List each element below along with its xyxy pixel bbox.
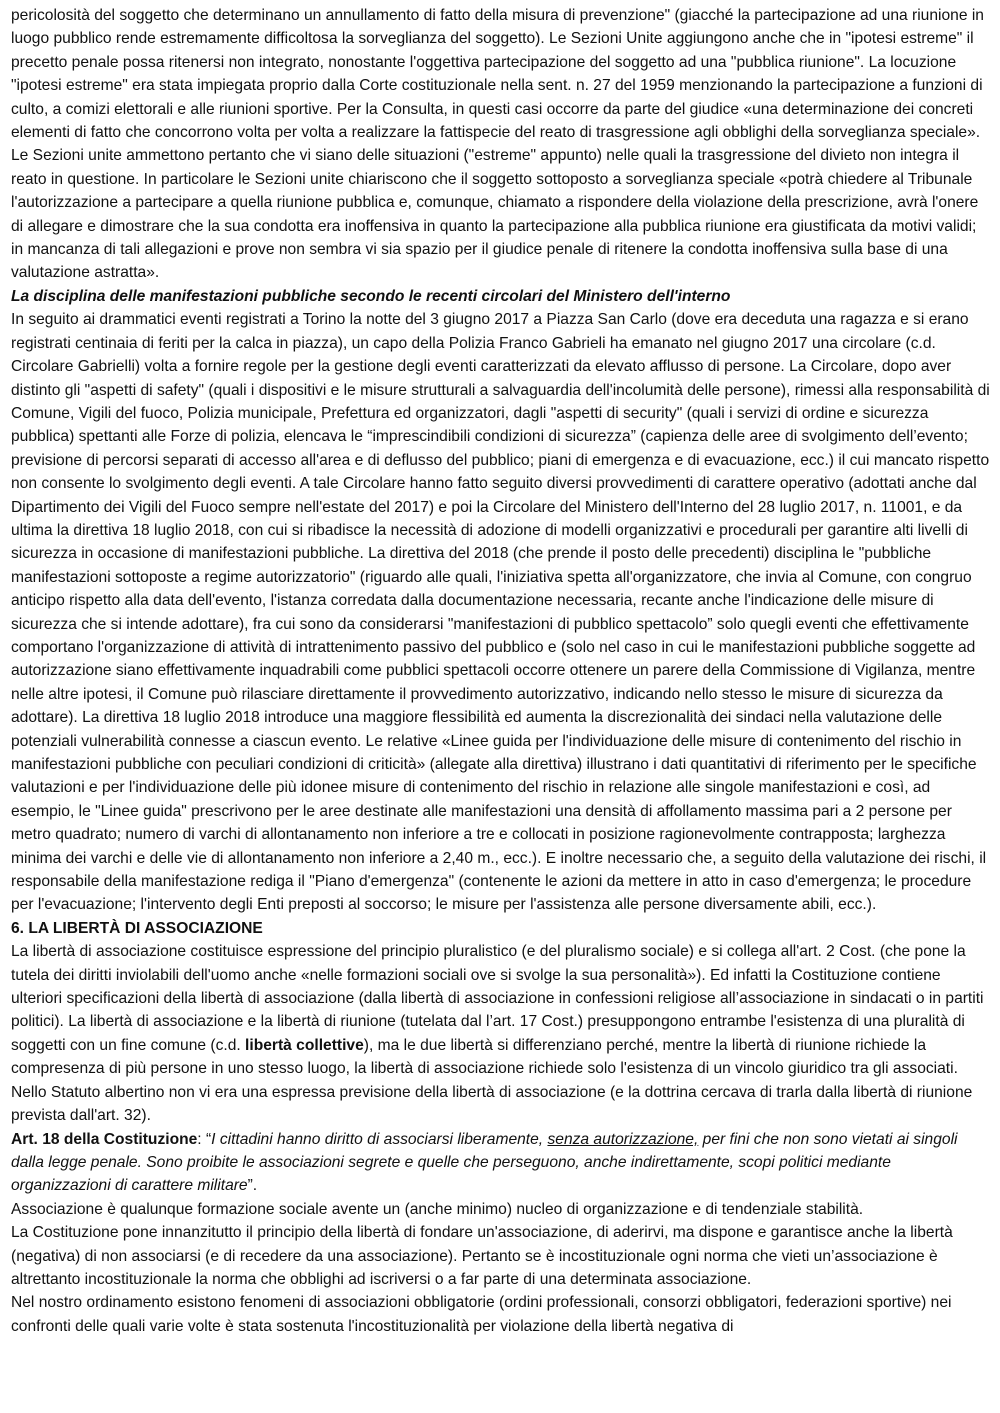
bold-term-liberta-collettive: libertà collettive xyxy=(245,1036,364,1054)
paragraph-text: La libertà di associazione costituisce espressione del principio pluralistico (e del pluralismo sociale) e si collega all'art. 2 Cost. (che pone la tutela dei diritti inviolabili dell'uomo anche «nelle formazioni sociali ove si svolge la sua personalità»). Ed infatti la Costituzione contiene ulteriori specificazioni della libertà di associazione (dalla libertà di associazione in confessioni religiose all’associazione in sindacati o in partiti politici). La libertà di associazione e la libertà di riunione (tutelata dal l’art. 17 Cost.) presuppongono entrambe l'esistenza di una pluralità di soggetti con un fine comune (c.d. xyxy=(11,943,984,1054)
art-18-quote: I cittadini hanno diritto di associarsi liberamente, xyxy=(211,1130,548,1148)
art-18-colon: : “ xyxy=(197,1130,212,1148)
art-18-quote-cont: per fini che non sono vietati ai singoli dalla legge penale. Sono proibite le associazioni segrete e quelle che perseguono, anche indirettamente, scopi politici mediante organizzazioni di carattere militare xyxy=(11,1130,958,1195)
art-18-end: ”. xyxy=(247,1177,258,1195)
art-18-label: Art xyxy=(11,1130,34,1148)
paragraph-circolare-gabrielli: In seguito ai drammatici eventi registrati a Torino la notte del 3 giugno 2017 a Piazza San Carlo (dove era deceduta una ragazza e si erano registrati centinaia di feriti per la calca in piazza), un capo della Polizia Franco Gabrieli ha emanato nel giugno 2017 una circolare (c.d. Circolare Gabrielli) volta a fornire regole per la gestione degli eventi caratterizzati da elevato afflusso di persone. La Circolare, dopo aver distinto gli "aspetti di safety" (quali i dispositivi e le misure strutturali a salvaguardia dell'incolumità delle persone), rimessi alla responsabilità di Comune, Vigili del fuoco, Polizia municipale, Prefettura ed organizzatori, dagli "aspetti di security" (quali i servizi di ordine e sicurezza pubblica) spettanti alle Forze di polizia, elencava le “imprescindibili condizioni di sicurezza” (capienza delle aree di svolgimento dell’evento; previsione di percorsi separati di accesso all'area e di deflusso del pubblico; piani di emergenza e di evacuazione, ecc.) il cui mancato rispetto non consente lo svolgimento degli eventi. A tale Circolare hanno fatto seguito diversi provvedimenti di carattere operativo (adottati anche dal Dipartimento dei Vigili del Fuoco sempre nell'estate del 2017) e poi la Circolare del Ministero dell'Interno del 28 luglio 2017, n. 11001, e da ultima la direttiva 18 luglio 2018, con cui si ribadisce la necessità di adozione di modelli organizzativi e procedurali per garantire alti livelli di sicurezza in occasione di manifestazioni pubbliche. La direttiva del 2018 (che prende il posto delle precedenti) disciplina le "pubbliche manifestazioni sottoposte a regime autorizzatorio" (riguardo alle quali, l'iniziativa spetta all'organizzatore, che invia al Comune, con congruo anticipo rispetto alla data dell'evento, l'istanza corredata dalla documentazione necessaria, recante anche l'indicazione delle misure di sicurezza che si intende adottare), fra cui sono da considerarsi "manifestazioni di pubblico spettacolo” solo quegli eventi che effettivamente comportano l'organizzazione di attività di intrattenimento passivo del pubblico e (solo nel caso in cui le manifestazioni pubbliche soggette ad autorizzazione siano effettivamente inquadrabili come pubblici spettacoli occorre ottenere un parere della Commissione di Vigilanza, mentre nelle altre ipotesi, il Comune può rilasciare direttamente il provvedimento autorizzativo, indicando nello stesso le misure di sicurezza da adottare). La direttiva 18 luglio 2018 introduce una maggiore flessibilità ed aumenta la discrezionalità dei sindaci nella valutazione delle potenziali vulnerabilità connesse a ciascun evento. Le relative «Linee guida per l'individuazione delle misure di contenimento del rischio in manifestazioni pubbliche con peculiari condizioni di criticità» (allegate alla direttiva) illustrano i dati quantitativi di riferimento per le specifiche valutazioni e per l'individuazione delle più idonee misure di contenimento del rischio in relazione alle singole manifestazioni e così, ad esempio, le "Linee guida" prescrivono per le aree destinate alle manifestazioni una densità di affollamento massima pari a 2 persone per metro quadrato; numero di varchi di allontanamento non inferiore a tre e collocati in posizione ragionevolmente contrapposta; larghezza minima dei varchi e delle vie di allontanamento non inferiore a 2,40 m., ecc.). E inoltre necessario che, a seguito della valutazione dei rischi, il responsabile della manifestazione rediga il "Piano d'emergenza" (contenente le azioni da mettere in atto in caso d'emergenza; le procedure per l'evacuazione; l'intervento degli Enti preposti al soccorso; le misure per l'assistenza alle persone diversamente abili, ecc.). xyxy=(11,311,990,914)
paragraph-associazioni-obbligatorie: Nel nostro ordinamento esistono fenomeni di associazioni obbligatorie (ordini professionali, consorzi obbligatori, federazioni sportive) nei confronti delle quali varie volte è stata sostenuta l'incostituzionalità per violazione della libertà negativa di xyxy=(11,1294,952,1335)
heading-disciplina-manifestazioni: La disciplina delle manifestazioni pubbliche secondo le recenti circolari del Ministero dell'interno xyxy=(11,287,731,305)
paragraph-art-18 xyxy=(11,1128,991,1198)
heading-section-6: 6. LA LIBERTÀ DI ASSOCIAZIONE xyxy=(11,919,263,937)
paragraph-liberta-associazione xyxy=(11,940,991,1127)
paragraph-liberta-negativa: La Costituzione pone innanzitutto il principio della libertà di fondare un'associazione, di aderirvi, ma dispone e garantisce anche la libertà (negativa) di non associarsi (e di recedere da una associazione). Pertanto se è incostituzionale ogni norma che vieti un’associazione è altrettanto incostituzionale la norma che obblighi ad iscriversi o a far parte di una determinata associazione. xyxy=(11,1224,953,1288)
art-18-underlined: senza autorizzazione, xyxy=(547,1130,699,1148)
paragraph-text: ), ma le due libertà si differenziano perché, mentre la libertà di riunione richiede la compresenza di più persone in uno stesso luogo, la libertà di associazione richiede solo l'esistenza di un vincolo giuridico tra gli associati. Nello Statuto albertino non vi era una espressa previsione della libertà di associazione (e la dottrina cercava di trarla dalla libertà di riunione prevista dall'art. 32). xyxy=(11,1036,973,1125)
paragraph-definizione-associazione: Associazione è qualunque formazione sociale avente un (anche minimo) nucleo di organizzazione e di tendenziale stabilità. xyxy=(11,1200,864,1218)
paragraph-sorveglianza-speciale: pericolosità del soggetto che determinano un annullamento di fatto della misura di prevenzione" (giacché la partecipazione ad una riunione in luogo pubblico rende estremamente difficoltosa la sorveglianza del soggetto). Le Sezioni Unite aggiungono anche che in "ipotesi estreme" il precetto penale possa ritenersi non integrato, nonostante l'oggettiva partecipazione del soggetto ad una "pubblica riunione". La locuzione "ipotesi estreme" era stata impiegata proprio dalla Corte costituzionale nella sent. n. 27 del 1959 menzionando la partecipazione a funzioni di culto, a comizi elettorali e alle riunioni sportive. Per la Consulta, in questi casi occorre da parte del giudice «una determinazione dei concreti elementi di fatto che concorrono volta per volta a realizzare la fattispecie del reato di trasgressione agli obblighi della sorveglianza speciale». Le Sezioni unite ammettono pertanto che vi siano delle situazioni ("estreme" appunto) nelle quali la trasgressione del divieto non integra il reato in questione. In particolare le Sezioni unite chiariscono che il soggetto sottoposto a sorveglianza speciale «potrà chiedere al Tribunale l'autorizzazione a partecipare a quella riunione pubblica e, comunque, chiamato a rispondere della violazione della prescrizione, avrà l'onere di allegare e dimostrare che la sua condotta era inoffensiva in quanto la partecipazione alla pubblica riunione era giustificata da motivi validi; in mancanza di tali allegazioni e prove non sembra vi sia spazio per il giudice penale di ritenere la condotta inoffensiva sulla base di una valutazione astratta». xyxy=(11,7,984,282)
art-18-label-part: . 18 della Costituzione xyxy=(33,1130,198,1148)
